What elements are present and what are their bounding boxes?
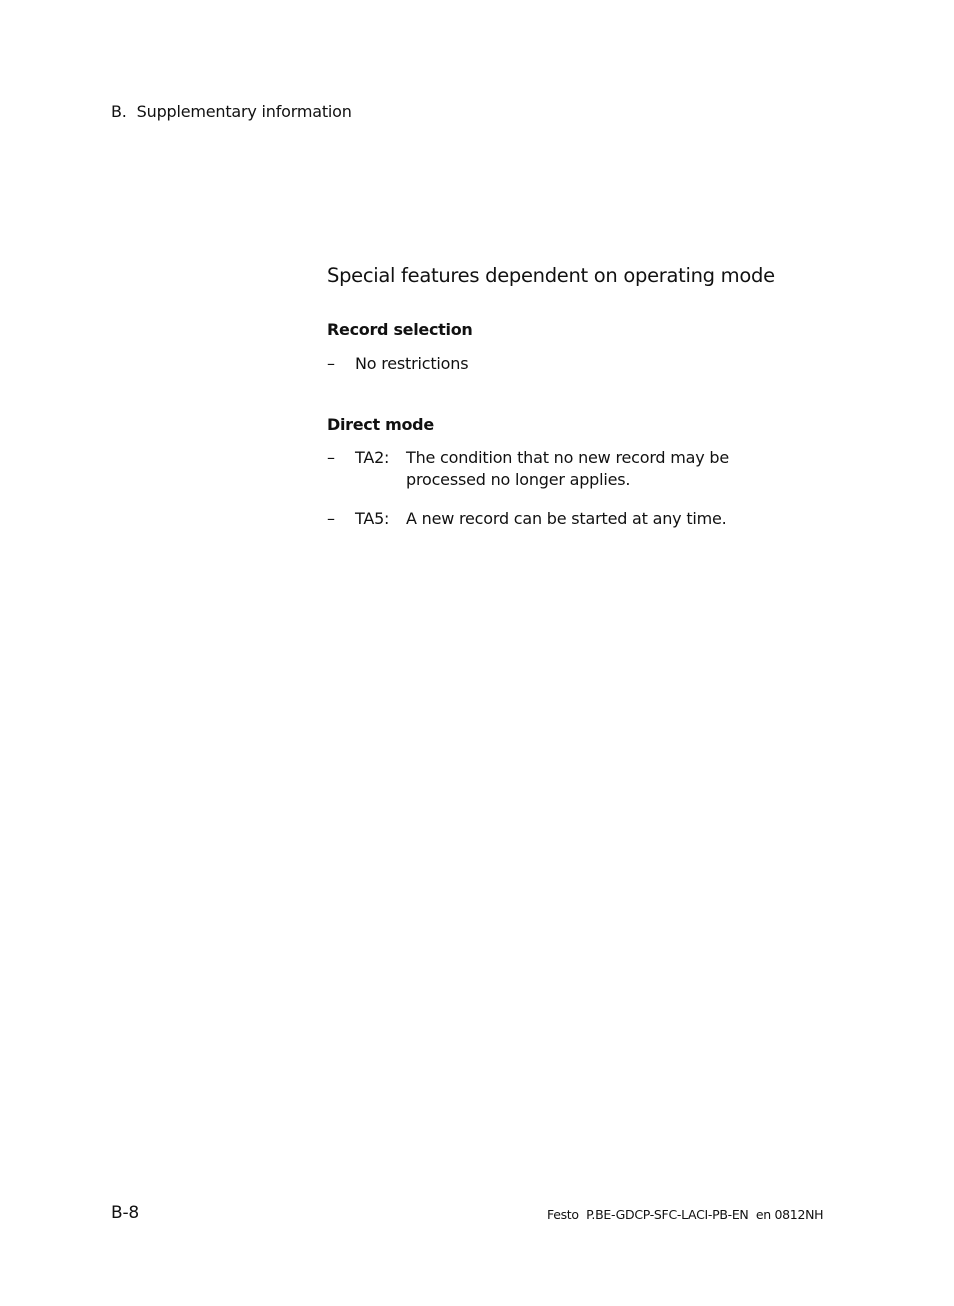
- list-item-text-line1: The condition that no new record may be: [406, 448, 729, 467]
- main-content: [327, 262, 807, 530]
- subsection-heading-record-selection: Record selection: [327, 320, 473, 339]
- list-dash: –: [327, 448, 335, 467]
- list-item-ta5: [327, 508, 807, 530]
- document-info: Festo P.BE-GDCP-SFC-LACI-PB-EN en 0812NH: [547, 1207, 824, 1222]
- list-item: [327, 353, 807, 375]
- list-item-text-line1: A new record can be started at any time.: [406, 509, 727, 528]
- running-header: [111, 102, 352, 121]
- list-dash: –: [327, 509, 335, 528]
- list-item-text: No restrictions: [355, 354, 469, 373]
- page-number: B-8: [111, 1203, 140, 1223]
- list-item-ta2: [327, 447, 807, 491]
- header-chapter-title: Supplementary information: [136, 102, 352, 121]
- list-item-tag: TA5:: [355, 509, 390, 528]
- list-item-text-line2: processed no longer applies.: [406, 470, 631, 489]
- list-item-tag: TA2:: [355, 448, 390, 467]
- subsection-heading-direct-mode: Direct mode: [327, 415, 434, 434]
- list-dash: –: [327, 354, 335, 373]
- header-chapter-prefix: B.: [111, 102, 127, 121]
- section-title: Special features dependent on operating mode: [327, 264, 775, 287]
